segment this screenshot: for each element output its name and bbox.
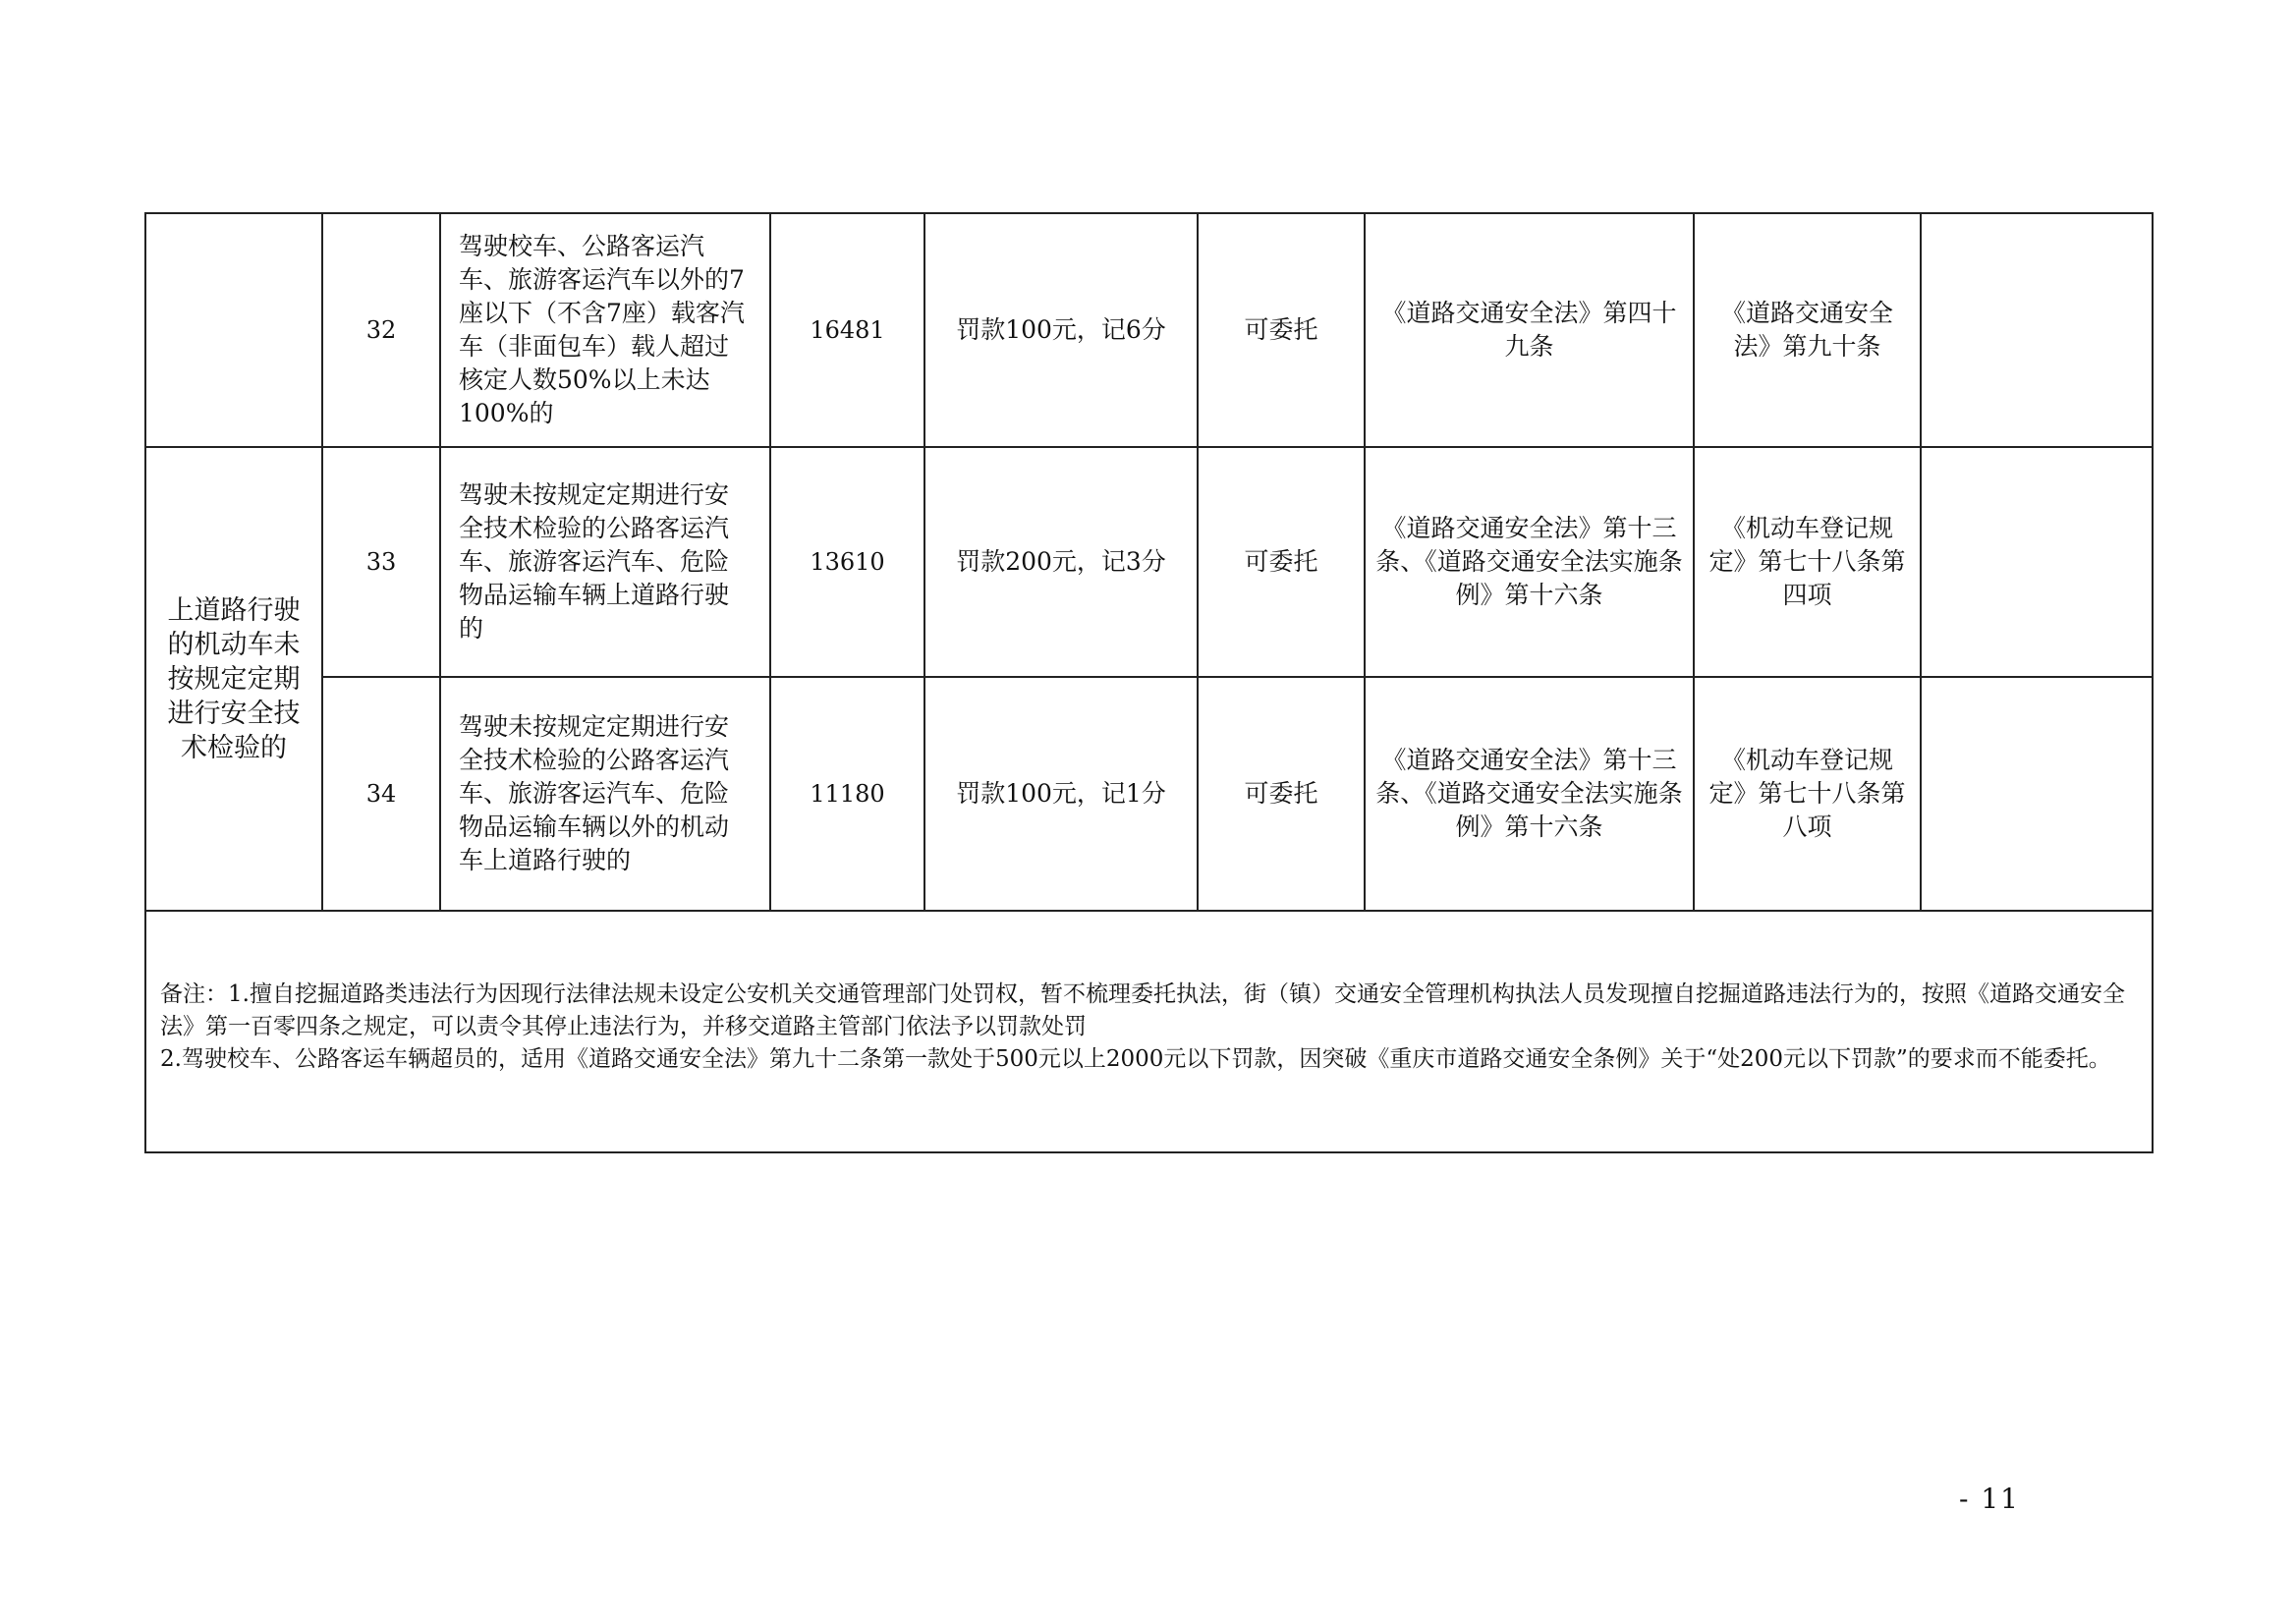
code-cell: 11180 (770, 677, 924, 911)
basis-cell: 《道路交通安全法》第十三条、《道路交通安全法实施条例》第十六条 (1365, 447, 1694, 677)
entrust-cell: 可委托 (1198, 213, 1365, 447)
basis-cell: 《道路交通安全法》第四十九条 (1365, 213, 1694, 447)
note-1: 备注：1.擅自挖掘道路类违法行为因现行法律法规未设定公安机关交通管理部门处罚权，暂不梳理委托执法，街（镇）交通安全管理机构执法人员发现擅自挖掘道路违法行为的，按照《道路交通安全法》第一百零四条之规定，可以责令其停止违法行为，并移交道路主管部门依法予以罚款处罚 (160, 980, 2125, 1039)
penalty-basis-cell: 《机动车登记规定》第七十八条第八项 (1694, 677, 1921, 911)
index-cell: 32 (322, 213, 440, 447)
remark-cell (1921, 213, 2153, 447)
index-cell: 33 (322, 447, 440, 677)
merged-category-cell: 上道路行驶的机动车未按规定定期进行安全技术检验的 (145, 447, 322, 911)
penalty-cell: 罚款100元，记6分 (924, 213, 1198, 447)
entrust-cell: 可委托 (1198, 677, 1365, 911)
description-cell: 驾驶校车、公路客运汽车、旅游客运汽车以外的7座以下（不含7座）载客汽车（非面包车）载人超过核定人数50%以上未达100%的 (440, 213, 770, 447)
description-cell: 驾驶未按规定定期进行安全技术检验的公路客运汽车、旅游客运汽车、危险物品运输车辆上道路行驶的 (440, 447, 770, 677)
note-2: 2.驾驶校车、公路客运车辆超员的，适用《道路交通安全法》第九十二条第一款处于500元以上2000元以下罚款，因突破《重庆市道路交通安全条例》关于“处200元以下罚款”的要求而不能委托。 (160, 1045, 2111, 1072)
code-cell: 13610 (770, 447, 924, 677)
table-row (145, 447, 2153, 677)
page-number: - 11 (1959, 1483, 2020, 1515)
penalty-basis-cell: 《道路交通安全法》第九十条 (1694, 213, 1921, 447)
violations-table (144, 212, 2154, 1153)
notes-row (145, 911, 2153, 1152)
penalty-cell: 罚款100元，记1分 (924, 677, 1198, 911)
code-cell: 16481 (770, 213, 924, 447)
remark-cell (1921, 677, 2153, 911)
table-row (145, 213, 2153, 447)
basis-cell: 《道路交通安全法》第十三条、《道路交通安全法实施条例》第十六条 (1365, 677, 1694, 911)
index-cell: 34 (322, 677, 440, 911)
entrust-cell: 可委托 (1198, 447, 1365, 677)
penalty-cell: 罚款200元，记3分 (924, 447, 1198, 677)
table-row (145, 677, 2153, 911)
penalty-basis-cell: 《机动车登记规定》第七十八条第四项 (1694, 447, 1921, 677)
remark-cell (1921, 447, 2153, 677)
description-cell: 驾驶未按规定定期进行安全技术检验的公路客运汽车、旅游客运汽车、危险物品运输车辆以外的机动车上道路行驶的 (440, 677, 770, 911)
category-cell (145, 213, 322, 447)
notes-cell (145, 911, 2153, 1152)
